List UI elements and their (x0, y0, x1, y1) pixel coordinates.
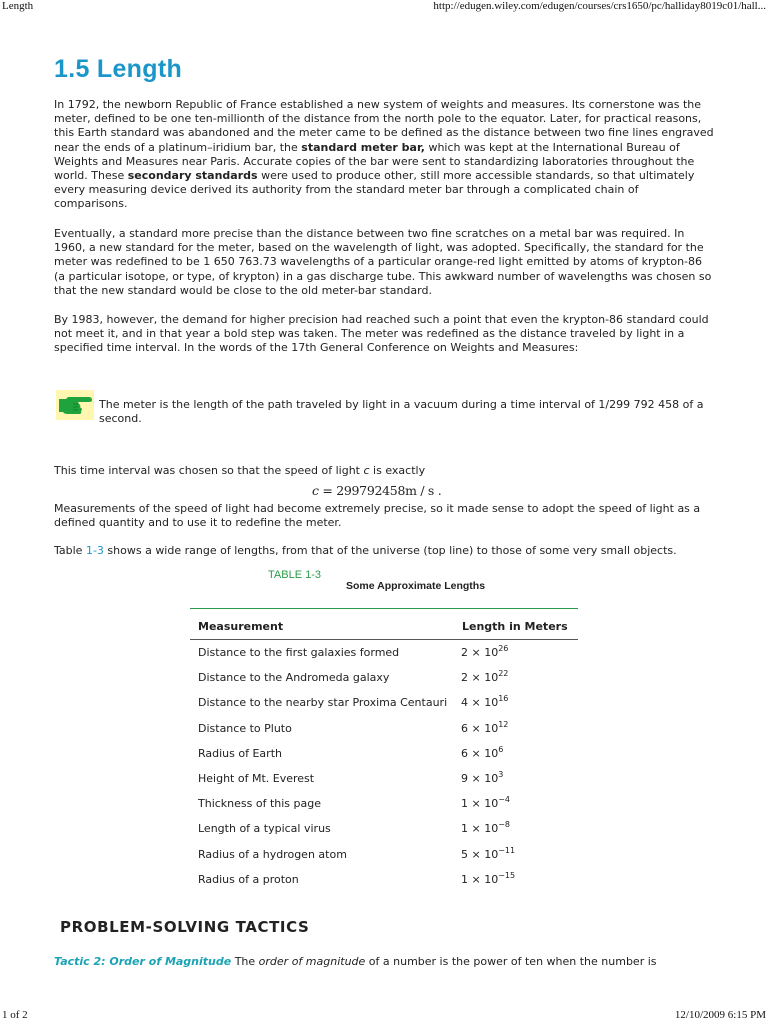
table-row (190, 842, 578, 867)
length-mantissa: 4 × 10 (461, 696, 499, 710)
table-row (190, 867, 578, 892)
length-exponent: 6 (498, 744, 504, 754)
length-exponent: −15 (498, 870, 516, 880)
table-link[interactable]: 1-3 (85, 544, 104, 557)
table-label: TABLE 1-3 (268, 569, 321, 581)
paragraph-text: Table (54, 544, 86, 557)
table-row (190, 716, 578, 741)
print-footer-page: 1 of 2 (2, 1009, 28, 1021)
tactic-title: Tactic 2: Order of Magnitude (54, 955, 232, 968)
length-exponent: 22 (498, 669, 509, 679)
lengths-table (190, 609, 578, 892)
equation-variable: c (312, 483, 319, 498)
paragraph-text: which was kept at the International Bureau of Weights and Measures near Paris. Accurate copies of the bar were sent to standardizing laboratories throughout the world. These (54, 140, 695, 183)
speed-of-light-equation (312, 483, 441, 498)
length-mantissa: 9 × 10 (461, 772, 499, 786)
table-row (190, 690, 578, 715)
paragraph-text: were used to produce other, still more accessible standards, so that ultimately every measuring device derived its authority from the standard meter bar through a complicated chain of comparisons. (54, 169, 695, 211)
term-order-of-magnitude: order of magnitude (258, 955, 366, 968)
problem-solving-tactics-heading: PROBLEM-SOLVING TACTICS (60, 918, 310, 936)
length-mantissa: 5 × 10 (461, 847, 499, 861)
print-footer (0, 1009, 768, 1023)
length-exponent: 16 (498, 694, 509, 704)
length-mantissa: 1 × 10 (461, 797, 499, 811)
print-footer-datetime: 12/10/2009 6:15 PM (674, 1009, 766, 1021)
paragraph-meter-history (54, 98, 714, 212)
measurement-cell: Distance to the Andromeda galaxy (198, 671, 390, 685)
tactic-paragraph (54, 955, 714, 969)
paragraph-text: This time interval was chosen so that the speed of light (54, 464, 364, 477)
table-header-row (190, 609, 578, 640)
length-mantissa: 2 × 10 (461, 671, 499, 685)
length-mantissa: 6 × 10 (461, 746, 499, 760)
length-cell (454, 690, 578, 715)
measurement-cell: Length of a typical virus (198, 822, 331, 836)
table-body (190, 640, 578, 892)
measurement-cell: Distance to the nearby star Proxima Centauri (198, 696, 448, 710)
table-row (190, 791, 578, 816)
length-exponent: −11 (498, 845, 516, 855)
length-cell (454, 741, 578, 766)
measurement-cell: Radius of Earth (198, 746, 282, 760)
length-exponent: 3 (498, 770, 504, 780)
section-title: 1.5 Length (54, 55, 183, 83)
length-cell (454, 766, 578, 791)
measurement-cell: Thickness of this page (198, 797, 322, 811)
length-cell (454, 842, 578, 867)
table-row (190, 665, 578, 690)
paragraph-speed-of-light (54, 464, 714, 478)
table-row (190, 741, 578, 766)
paragraph-text: is exactly (369, 464, 426, 477)
length-exponent: −4 (498, 795, 511, 805)
lengths-table-container (190, 608, 578, 892)
paragraph-defined-quantity: Measurements of the speed of light had become extremely precise, so it made sense to adopt the speed of light as a defined quantity and to use it to redefine the meter. (54, 502, 701, 530)
column-header-length: Length in Meters (454, 609, 578, 640)
paragraph-text: In 1792, the newborn Republic of France established a new system of weights and measures. Its cornerstone was the meter, defined to be one ten-millionth of the distance from the north pole to the equator. Later, for practical reasons, this Earth standard was abandoned and the meter came to be defined as the distance between two fine lines engraved near the ends of a platinum–iridium bar, the (54, 98, 714, 154)
print-header-url: http://edugen.wiley.com/edugen/courses/crs1650/pc/halliday8019c01/hall... (433, 0, 766, 12)
term-secondary-standards: secondary standards (127, 169, 258, 183)
length-mantissa: 6 × 10 (461, 721, 499, 735)
meter-definition-quote: The meter is the length of the path traveled by light in a vacuum during a time interval of 1/299 792 458 of a second. (99, 398, 704, 426)
paragraph-text: shows a wide range of lengths, from that of the universe (top line) to those of some very small objects. (103, 544, 677, 557)
print-header (0, 0, 768, 14)
length-mantissa: 2 × 10 (461, 646, 499, 660)
measurement-cell: Height of Mt. Everest (198, 772, 315, 786)
length-mantissa: 1 × 10 (461, 872, 499, 886)
length-exponent: 26 (498, 644, 509, 654)
table-row (190, 816, 578, 841)
length-cell (454, 716, 578, 741)
length-cell (454, 640, 578, 666)
length-cell (454, 791, 578, 816)
measurement-cell: Radius of a proton (198, 872, 299, 886)
term-standard-meter-bar: standard meter bar, (301, 140, 425, 154)
variable-c: c (363, 464, 370, 477)
table-row (190, 766, 578, 791)
length-exponent: 12 (498, 719, 509, 729)
paragraph-table-reference (54, 544, 714, 558)
equation-value: = 299792458m / s . (318, 483, 442, 498)
column-header-measurement: Measurement (190, 609, 454, 640)
length-cell (454, 867, 578, 892)
measurement-cell: Radius of a hydrogen atom (198, 847, 347, 861)
print-header-title: Length (2, 0, 34, 12)
measurement-cell: Distance to Pluto (198, 721, 292, 735)
paragraph-text: of a number is the power of ten when the number is (365, 955, 657, 968)
measurement-cell: Distance to the first galaxies formed (198, 646, 400, 660)
table-caption: Some Approximate Lengths (346, 580, 486, 592)
length-exponent: −8 (498, 820, 511, 830)
paragraph-krypton-standard: Eventually, a standard more precise than the distance between two fine scratches on a metal bar was required. In 1960, a new standard for the meter, based on the wavelength of light, was adopted. Specifically, the standard for the meter was redefined to be 1 650 763.73 wavelengths of a particular orange-red light emitted by atoms of krypton-86 (a particular isotope, or type, of krypton) in a gas discharge tube. This awkward number of wavelengths was chosen so that the new standard would be close to the old meter-bar standard. (54, 227, 712, 297)
table-row (190, 640, 578, 666)
length-cell (454, 665, 578, 690)
pointing-hand-icon (56, 390, 94, 420)
paragraph-1983-redefinition: By 1983, however, the demand for higher precision had reached such a point that even the krypton-86 standard could not meet it, and in that year a bold step was taken. The meter was redefined as the distance traveled by light in a specified time interval. In the words of the 17th General Conference on Weights and Measures: (54, 313, 709, 355)
length-mantissa: 1 × 10 (461, 822, 499, 836)
length-cell (454, 816, 578, 841)
paragraph-text: The (231, 955, 259, 968)
